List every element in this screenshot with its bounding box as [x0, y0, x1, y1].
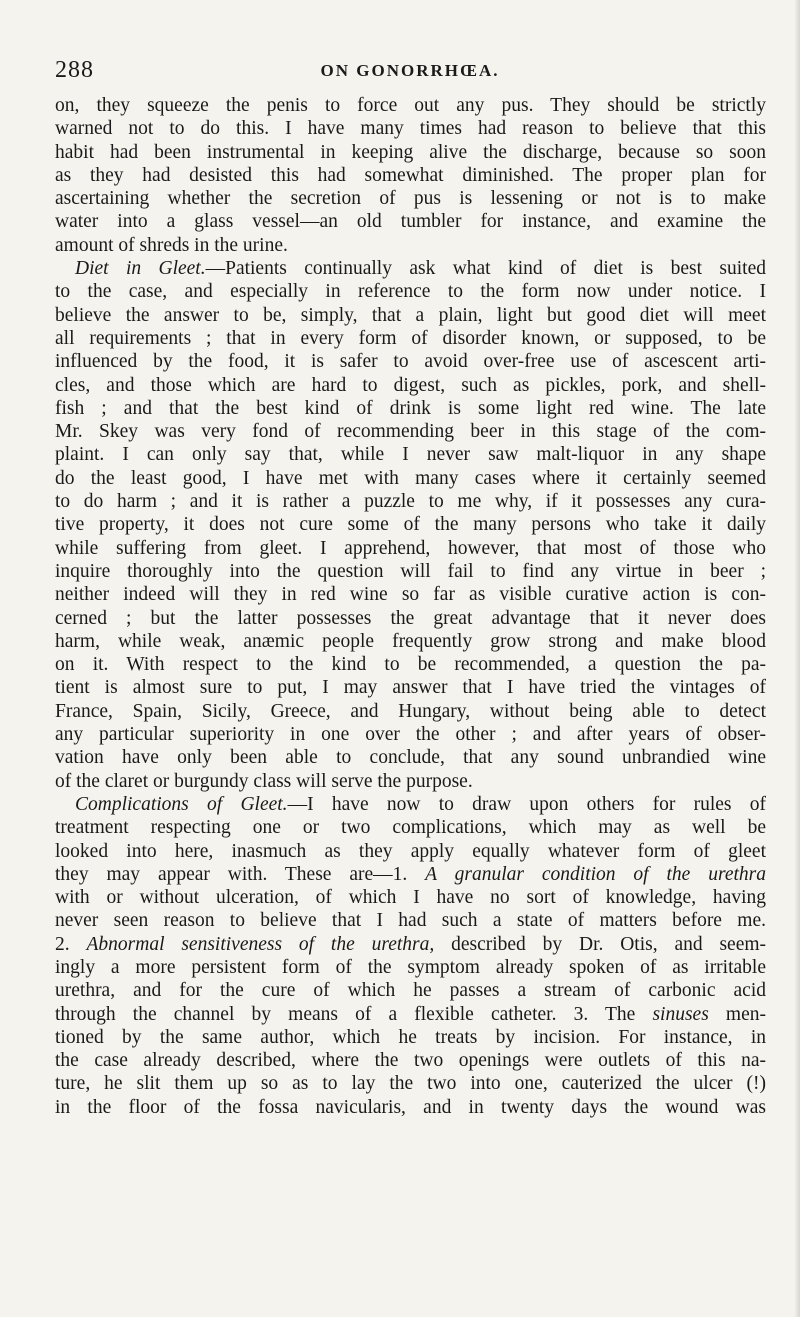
text-line: [55, 1072, 766, 1095]
text-line: [55, 141, 766, 164]
text-line: [55, 280, 766, 303]
line-text: described by Dr. Otis, and seem-: [434, 933, 766, 955]
line-text: the case already described, where the two openings were outlets of this na-: [55, 1050, 766, 1072]
line-text: warned not to do this. I have many times had reason to believe that this: [55, 118, 766, 140]
text-line: [55, 653, 766, 676]
line-text: tioned by the same author, which he treats by incision. For instance, in: [55, 1026, 766, 1048]
text-line: [55, 443, 766, 466]
line-text: through the channel by means of a flexible catheter. 3. The: [55, 1003, 653, 1025]
text-line: [55, 979, 766, 1002]
text-line: [55, 840, 766, 863]
line-text: believe the answer to be, simply, that a plain, light but good diet will meet: [55, 304, 766, 326]
line-text: all requirements ; that in every form of disorder known, or supposed, to be: [55, 327, 766, 349]
line-text: water into a glass vessel—an old tumbler for instance, and examine the: [55, 211, 766, 233]
text-line: [55, 793, 766, 816]
line-text: men-: [708, 1003, 766, 1025]
text-line: [55, 723, 766, 746]
line-text: fish ; and that the best kind of drink is some light red wine. The late: [55, 397, 766, 419]
text-line: [55, 397, 766, 420]
text-line: [55, 234, 766, 257]
line-text: any particular superiority in one over the other ; and after years of obser-: [55, 724, 766, 746]
line-text: habit had been instrumental in keeping alive the discharge, because so soon: [55, 141, 766, 163]
italic-heading: Complications of Gleet.: [75, 793, 288, 815]
line-text: ingly a more persistent form of the symptom already spoken of as irritable: [55, 956, 766, 978]
line-text: treatment respecting one or two complications, which may as well be: [55, 817, 766, 839]
line-text: —I have now to draw upon others for rules of: [287, 793, 766, 815]
line-text: ture, he slit them up so as to lay the two into one, cauterized the ulcer (!): [55, 1073, 766, 1095]
italic-heading: Diet in Gleet.: [75, 258, 206, 280]
line-text: tive property, it does not cure some of the many persons who take it daily: [55, 514, 766, 536]
page-header: [55, 57, 765, 83]
line-text: ascertaining whether the secretion of pus is lessening or not is to make: [55, 188, 766, 210]
text-line: [55, 467, 766, 490]
line-text: amount of shreds in the urine.: [55, 234, 288, 256]
line-text: cerned ; but the latter possesses the great advantage that it never does: [55, 607, 766, 629]
line-text: —Patients continually ask what kind of diet is best suited: [205, 258, 766, 280]
text-line: [55, 886, 766, 909]
line-text: neither indeed will they in red wine so far as visible curative action is con-: [55, 584, 766, 606]
line-text: cles, and those which are hard to digest, such as pickles, pork, and shell-: [55, 374, 766, 396]
italic-heading: Abnormal sensitiveness of the urethra,: [86, 933, 435, 955]
line-text: in the floor of the fossa navicularis, and in twenty days the wound was: [55, 1096, 766, 1118]
text-line: [55, 1003, 766, 1026]
line-prefix: they may appear with. These are—1.: [55, 863, 426, 885]
text-line: [55, 816, 766, 839]
text-line: [55, 164, 766, 187]
line-text: on it. With respect to the kind to be recommended, a question the pa-: [55, 654, 766, 676]
line-text: do the least good, I have met with many cases where it certainly seemed: [55, 467, 766, 489]
line-text: plaint. I can only say that, while I never saw malt-liquor in any shape: [55, 444, 766, 466]
line-text: to the case, and especially in reference to the form now under notice. I: [55, 281, 766, 303]
text-line: [55, 420, 766, 443]
text-line: [55, 350, 766, 373]
text-line: [55, 327, 766, 350]
text-line: [55, 490, 766, 513]
text-line: [55, 676, 766, 699]
line-text: with or without ulceration, of which I have no sort of knowledge, having: [55, 887, 766, 909]
text-line: [55, 607, 766, 630]
line-text: on, they squeeze the penis to force out any pus. They should be strictly: [55, 95, 766, 116]
line-text: France, Spain, Sicily, Greece, and Hungary, without being able to detect: [55, 700, 766, 722]
text-line: [55, 956, 766, 979]
running-title: ON GONORRHŒA.: [320, 61, 500, 80]
italic-heading: A granular condition of the urethra: [425, 863, 766, 885]
text-line: [55, 700, 766, 723]
text-line: [55, 909, 766, 932]
text-line: [55, 746, 766, 769]
italic-term: sinuses: [652, 1003, 709, 1025]
line-text: inquire thoroughly into the question will fail to find any virtue in beer ;: [55, 560, 766, 582]
text-line: [55, 560, 766, 583]
line-text: while suffering from gleet. I apprehend, however, that most of those who: [55, 537, 766, 559]
text-line: [55, 374, 766, 397]
line-text: Mr. Skey was very fond of recommending beer in this stage of the com-: [55, 421, 766, 443]
line-text: influenced by the food, it is safer to avoid over-free use of ascescent arti-: [55, 351, 766, 373]
text-line: [55, 933, 766, 956]
line-text: to do harm ; and it is rather a puzzle to me why, if it possesses any cura-: [55, 491, 766, 513]
text-line: [55, 537, 766, 560]
text-line: [55, 94, 766, 117]
line-text: urethra, and for the cure of which he passes a stream of carbonic acid: [55, 980, 766, 1002]
text-line: [55, 583, 766, 606]
text-line: [55, 304, 766, 327]
line-text: vation have only been able to conclude, that any sound unbrandied wine: [55, 747, 766, 769]
text-line: [55, 513, 766, 536]
text-line: [55, 1096, 766, 1119]
line-text: of the claret or burgundy class will serve the purpose.: [55, 770, 473, 792]
text-line: [55, 257, 766, 280]
text-line: [55, 1049, 766, 1072]
text-line: [55, 630, 766, 653]
line-text: looked into here, inasmuch as they apply equally whatever form of gleet: [55, 840, 766, 862]
text-line: [55, 863, 766, 886]
body-text: [55, 94, 766, 1119]
text-line: [55, 117, 766, 140]
line-text: harm, while weak, anæmic people frequently grow strong and make blood: [55, 630, 766, 652]
line-text: as they had desisted this had somewhat diminished. The proper plan for: [55, 164, 766, 186]
page-number: 288: [55, 57, 94, 83]
text-line: [55, 187, 766, 210]
line-text: never seen reason to believe that I had such a state of matters before me.: [55, 910, 766, 932]
text-line: [55, 210, 766, 233]
line-text: tient is almost sure to put, I may answer that I have tried the vintages of: [55, 677, 766, 699]
text-line: [55, 770, 766, 793]
line-prefix: 2.: [55, 933, 87, 955]
text-line: [55, 1026, 766, 1049]
page-edge: [794, 0, 800, 1317]
